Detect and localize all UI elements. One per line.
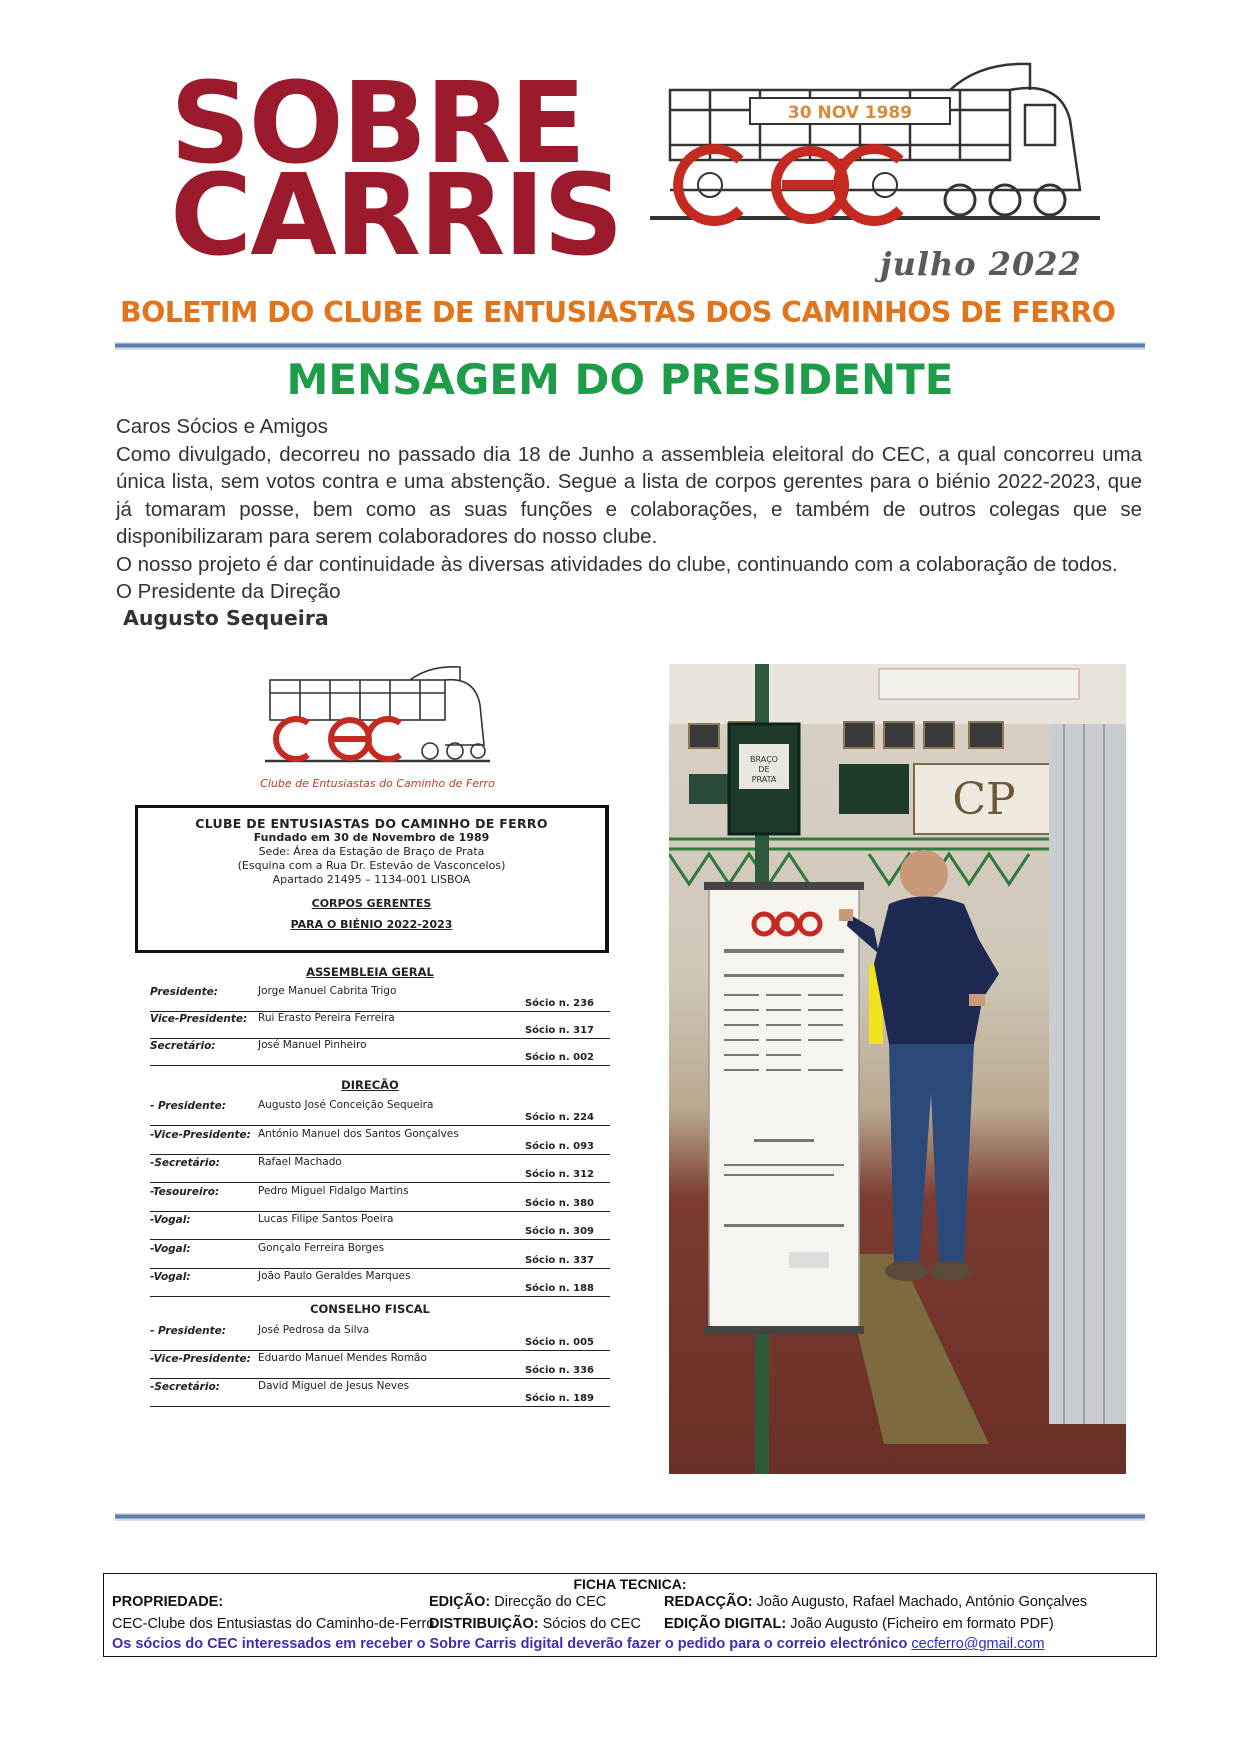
officer-name: Lucas Filipe Santos Poeira (258, 1213, 394, 1225)
edicao-label: EDIÇÃO: (429, 1594, 491, 1610)
member-number: Sócio n. 317 (524, 1025, 594, 1036)
member-number: Sócio n. 336 (524, 1365, 594, 1376)
header-divider (115, 342, 1145, 350)
officer-name: Augusto José Conceição Sequeira (258, 1099, 434, 1111)
officer-row (150, 1126, 610, 1155)
page-title: MENSAGEM DO PRESIDENTE (286, 355, 954, 404)
president-message (116, 413, 1142, 606)
direcao-title: DIRECÃO (341, 1078, 399, 1092)
member-number: Sócio n. 189 (524, 1393, 594, 1404)
footer-divider (115, 1513, 1145, 1521)
officer-row (150, 1097, 610, 1126)
propriedade-value: CEC-Clube dos Entusiastas do Caminho-de-Ferro (112, 1616, 435, 1632)
greeting: Caros Sócios e Amigos (116, 415, 328, 438)
photo-illustration (669, 664, 1126, 1474)
distribuicao-value: Sócios do CEC (538, 1616, 641, 1632)
redaccao-label: REDACÇÃO: (664, 1594, 753, 1610)
member-number: Sócio n. 312 (524, 1169, 594, 1180)
member-number: Sócio n. 224 (524, 1112, 594, 1123)
propriedade-label: PROPRIEDADE: (112, 1594, 224, 1610)
officer-row (150, 1268, 610, 1297)
member-number: Sócio n. 002 (524, 1052, 594, 1063)
title-sobre: SOBRE (170, 59, 584, 189)
officer-role: -Vogal: (150, 1214, 191, 1226)
ficha-title: FICHA TECNICA: (573, 1576, 687, 1592)
ficha-tecnica (103, 1573, 1157, 1657)
club-corner: (Esquina com a Rua Dr. Estevão de Vasconcelos) (237, 859, 506, 872)
officer-name: Gonçalo Ferreira Borges (258, 1241, 385, 1254)
officer-role: - Presidente: (150, 1100, 226, 1112)
officer-name: Pedro Miguel Fidalgo Martins (258, 1184, 409, 1197)
corpos-gerentes-title: CORPOS GERENTES (311, 897, 432, 910)
svg-text:DE: DE (758, 765, 770, 774)
club-header-box (135, 805, 609, 953)
officer-row (150, 1322, 610, 1351)
redaccao-block (664, 1591, 1087, 1635)
officer-role: -Vice-Presidente: (150, 1128, 251, 1141)
officer-row (150, 1154, 610, 1183)
svg-text:PRATA: PRATA (751, 775, 777, 784)
officer-row (150, 1010, 610, 1039)
officer-name: Jorge Manuel Cabrita Trigo (258, 985, 397, 997)
officer-row (150, 1350, 610, 1379)
contact-email-link[interactable]: cecferro@gmail.com (911, 1636, 1045, 1652)
officer-row (150, 1211, 610, 1240)
message-paragraph-1: Como divulgado, decorreu no passado dia 18 de Junho a assembleia eleitoral do CEC, a qual concorreu uma única lista, sem votos contra e uma abstenção. Segue a lista de corpos gerentes para o biénio 2022-2023, que já tomaram posse, bem como as suas funções e colaborações, e também de outros colegas que se disponibilizaram para serem colaboradores do nosso clube. (116, 442, 1142, 548)
redaccao-value: João Augusto, Rafael Machado, António Gonçalves (752, 1594, 1088, 1610)
closing: O Presidente da Direção (116, 580, 341, 603)
officer-name: Rui Erasto Pereira Ferreira (258, 1012, 395, 1024)
officer-name: José Pedrosa da Silva (258, 1324, 370, 1336)
officer-name: Eduardo Manuel Mendes Romão (258, 1352, 427, 1364)
founded-date: Fundado em 30 de Novembro de 1989 (253, 831, 490, 844)
member-number: Sócio n. 380 (524, 1197, 594, 1209)
officer-role: -Tesoureiro: (150, 1185, 220, 1198)
bulletin-subtitle: BOLETIM DO CLUBE DE ENTUSIASTAS DOS CAMINHOS DE FERRO (120, 296, 1116, 329)
locomotive-icon (260, 665, 495, 777)
officer-role: Presidente: (150, 986, 218, 998)
officer-name: António Manuel dos Santos Gonçalves (258, 1127, 459, 1140)
bienio-title: PARA O BIÉNIO 2022-2023 (290, 918, 453, 931)
officer-role: -Vice-Presidente: (150, 1353, 251, 1365)
edicao-value: Direcção do CEC (490, 1594, 607, 1610)
title-carris: CARRIS (170, 151, 622, 281)
svg-text:CP: CP (952, 774, 1016, 825)
corpos-gerentes-document (130, 665, 610, 1465)
member-number: Sócio n. 337 (524, 1254, 594, 1266)
assembleia-geral-title: ASSEMBLEIA GERAL (306, 965, 434, 979)
member-number: Sócio n. 236 (524, 998, 594, 1009)
cec-logo (260, 665, 495, 795)
edicao-digital-label: EDIÇÃO DIGITAL: (664, 1616, 787, 1632)
svg-text:BRAÇO: BRAÇO (750, 755, 778, 764)
officer-role: - Presidente: (150, 1325, 226, 1337)
distribuicao-label: DISTRIBUIÇÃO: (429, 1616, 539, 1632)
message-paragraph-2: O nosso projeto é dar continuidade às diversas atividades do clube, continuando com a colaboração de todos. (116, 552, 1118, 576)
officer-role: Secretário: (150, 1040, 216, 1052)
officer-name: José Manuel Pinheiro (258, 1039, 367, 1051)
officer-row (150, 1037, 610, 1066)
logo-date: 30 NOV 1989 (787, 103, 913, 123)
club-name: CLUBE DE ENTUSIASTAS DO CAMINHO DE FERRO (195, 816, 548, 831)
issue-date: julho 2022 (880, 245, 1082, 283)
president-photo (669, 664, 1126, 1474)
officer-role: -Secretário: (150, 1157, 220, 1169)
logo-caption: Clube de Entusiastas do Caminho de Ferro (260, 777, 495, 790)
locomotive-logo (650, 60, 1110, 260)
club-seat: Sede: Área da Estação de Braço de Prata (258, 845, 485, 858)
edicao-digital-value: João Augusto (Ficheiro em formato PDF) (786, 1616, 1054, 1632)
officer-role: -Vogal: (150, 1242, 191, 1255)
member-number: Sócio n. 005 (524, 1337, 594, 1348)
officer-name: David Miguel de Jesus Neves (258, 1380, 410, 1392)
masthead (160, 60, 1140, 330)
officer-row (150, 983, 610, 1012)
officer-role: Vice-Presidente: (150, 1013, 248, 1025)
officer-row (150, 1240, 610, 1269)
conselho-fiscal-title: CONSELHO FISCAL (310, 1302, 430, 1316)
member-number: Sócio n. 093 (524, 1140, 594, 1152)
subscription-note-text: Os sócios do CEC interessados em receber o Sobre Carris digital deverão fazer o pedido para o correio electrónico (112, 1636, 912, 1652)
officer-row (150, 1378, 610, 1407)
officer-name: João Paulo Geraldes Marques (258, 1270, 411, 1282)
propriedade-block (112, 1591, 434, 1635)
edicao-block (429, 1591, 641, 1635)
member-number: Sócio n. 309 (524, 1226, 594, 1237)
officer-role: -Secretário: (150, 1381, 220, 1393)
officer-row (150, 1183, 610, 1212)
subscription-note (112, 1636, 1045, 1652)
club-address: Apartado 21495 – 1134-001 LISBOA (272, 873, 471, 886)
officer-role: -Vogal: (150, 1271, 191, 1283)
member-number: Sócio n. 188 (524, 1283, 594, 1294)
officer-name: Rafael Machado (258, 1156, 342, 1168)
signature: Augusto Sequeira (123, 606, 329, 630)
